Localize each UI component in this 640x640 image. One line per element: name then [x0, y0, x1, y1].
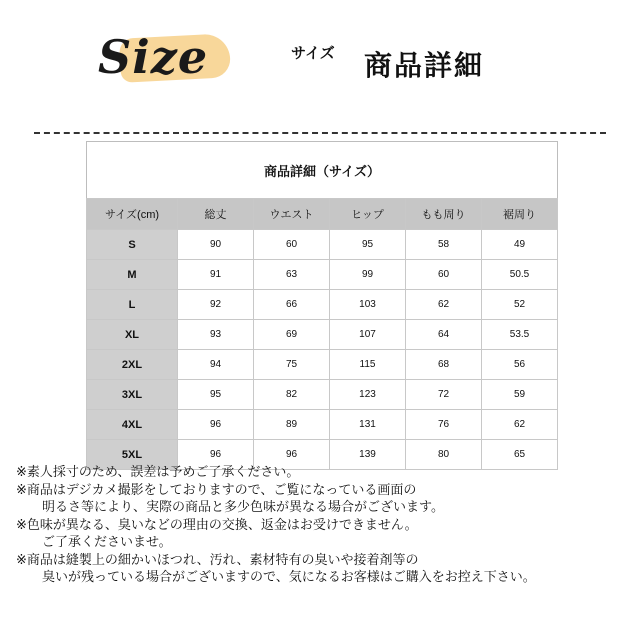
size-table	[86, 198, 558, 470]
size-label-cell: 3XL	[87, 380, 178, 410]
measurement-cell: 139	[330, 440, 406, 470]
size-label-cell: L	[87, 290, 178, 320]
measurement-cell: 76	[406, 410, 482, 440]
measurement-cell: 60	[254, 230, 330, 260]
note-line: 明るさ等により、実際の商品と多少色味が異なる場合がございます。	[42, 500, 444, 515]
table-caption: 商品詳細（サイズ）	[86, 141, 558, 198]
measurement-cell: 69	[254, 320, 330, 350]
table-row	[87, 290, 558, 320]
measurement-cell: 131	[330, 410, 406, 440]
measurement-cell: 96	[254, 440, 330, 470]
measurement-cell: 89	[254, 410, 330, 440]
table-row	[87, 410, 558, 440]
measurement-cell: 72	[406, 380, 482, 410]
measurement-cell: 63	[254, 260, 330, 290]
table-row	[87, 380, 558, 410]
measurement-cell: 107	[330, 320, 406, 350]
column-header: 総丈	[178, 199, 254, 230]
measurement-cell: 65	[482, 440, 558, 470]
measurement-cell: 99	[330, 260, 406, 290]
note-line: ご了承くださいませ。	[42, 535, 172, 550]
note-line: ※素人採寸のため、誤差は予めご了承ください。	[16, 465, 300, 480]
page-header	[0, 0, 640, 120]
measurement-cell: 123	[330, 380, 406, 410]
measurement-cell: 58	[406, 230, 482, 260]
table-row	[87, 320, 558, 350]
measurement-cell: 64	[406, 320, 482, 350]
measurement-cell: 66	[254, 290, 330, 320]
measurement-cell: 62	[482, 410, 558, 440]
table-header-row	[87, 199, 558, 230]
measurement-cell: 94	[178, 350, 254, 380]
column-header: 裾周り	[482, 199, 558, 230]
measurement-cell: 95	[330, 230, 406, 260]
size-table-container	[86, 141, 558, 470]
size-label-cell: S	[87, 230, 178, 260]
measurement-cell: 62	[406, 290, 482, 320]
measurement-cell: 52	[482, 290, 558, 320]
size-label-cell: XL	[87, 320, 178, 350]
measurement-cell: 50.5	[482, 260, 558, 290]
kana-label: サイズ	[291, 44, 335, 62]
main-heading: 商品詳細	[364, 49, 485, 82]
dashed-divider	[34, 132, 606, 134]
script-title: Size	[98, 30, 209, 84]
measurement-cell: 56	[482, 350, 558, 380]
table-row	[87, 260, 558, 290]
table-row	[87, 350, 558, 380]
notes-section	[16, 464, 628, 587]
measurement-cell: 96	[178, 410, 254, 440]
measurement-cell: 68	[406, 350, 482, 380]
measurement-cell: 75	[254, 350, 330, 380]
size-label-cell: 4XL	[87, 410, 178, 440]
measurement-cell: 90	[178, 230, 254, 260]
note-line: ※商品はデジカメ撮影をしておりますので、ご覧になっている画面の	[16, 482, 417, 498]
measurement-cell: 93	[178, 320, 254, 350]
measurement-cell: 49	[482, 230, 558, 260]
measurement-cell: 80	[406, 440, 482, 470]
measurement-cell: 91	[178, 260, 254, 290]
measurement-cell: 59	[482, 380, 558, 410]
table-row	[87, 230, 558, 260]
measurement-cell: 103	[330, 290, 406, 320]
measurement-cell: 96	[178, 440, 254, 470]
size-label-cell: 5XL	[87, 440, 178, 470]
measurement-cell: 92	[178, 290, 254, 320]
measurement-cell: 95	[178, 380, 254, 410]
measurement-cell: 82	[254, 380, 330, 410]
note-line: ※色味が異なる、臭いなどの理由の交換、返金はお受けできません。	[16, 517, 418, 533]
measurement-cell: 60	[406, 260, 482, 290]
size-label-cell: M	[87, 260, 178, 290]
measurement-cell: 53.5	[482, 320, 558, 350]
measurement-cell: 115	[330, 350, 406, 380]
column-header: サイズ(cm)	[87, 199, 178, 230]
column-header: もも周り	[406, 199, 482, 230]
note-line: 臭いが残っている場合がございますので、気になるお客様はご購入をお控え下さい。	[42, 570, 536, 585]
column-header: ウエスト	[254, 199, 330, 230]
note-line: ※商品は縫製上の細かいほつれ、汚れ、素材特有の臭いや接着剤等の	[16, 552, 419, 568]
column-header: ヒップ	[330, 199, 406, 230]
size-label-cell: 2XL	[87, 350, 178, 380]
